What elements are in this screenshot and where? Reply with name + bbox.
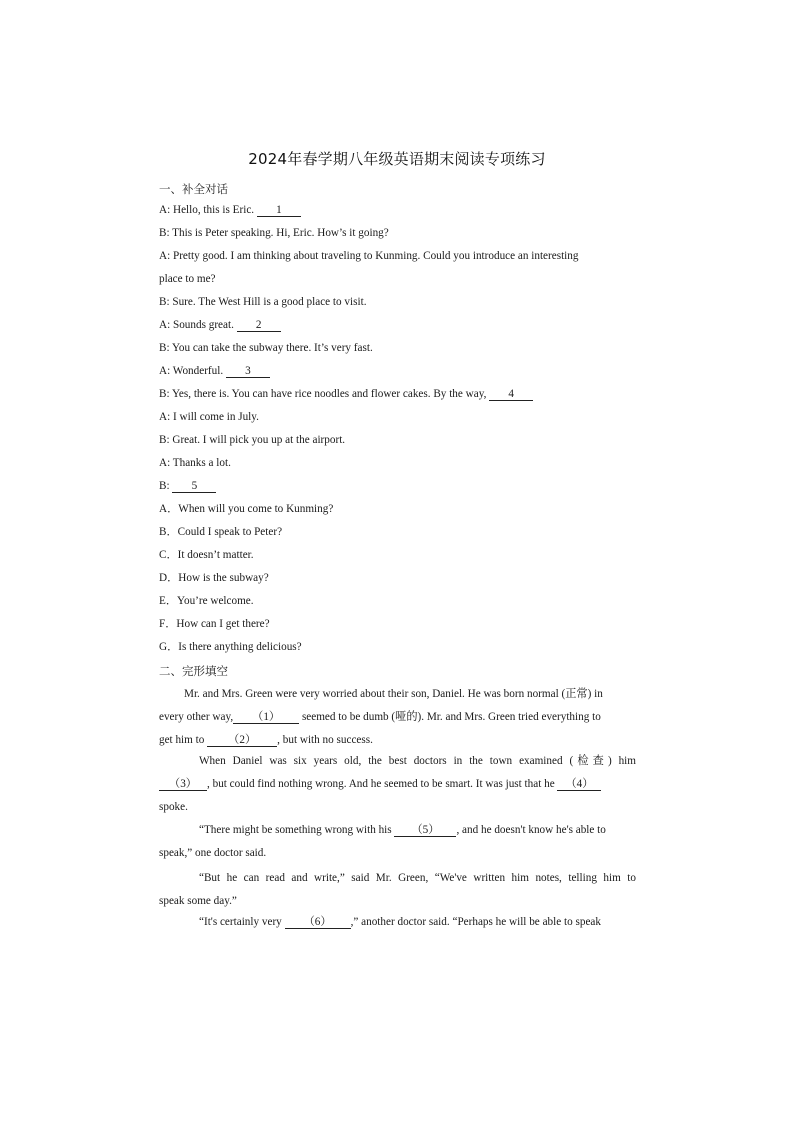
dialogue-line: B: Sure. The West Hill is a good place to visit.	[159, 296, 367, 308]
option-a: A．When will you come to Kunming?	[159, 503, 334, 515]
option-f: F．How can I get there?	[159, 618, 270, 630]
passage-line: speak,” one doctor said.	[159, 847, 267, 859]
passage-line: “There might be something wrong with his （5） , and he doesn't know he's able to	[199, 824, 606, 836]
cloze-blank-3: （3）	[159, 778, 207, 791]
option-g: G．Is there anything delicious?	[159, 641, 302, 653]
dialogue-line: A: Hello, this is Eric. 1	[159, 203, 301, 217]
dialogue-line: A: Sounds great. 2	[159, 318, 281, 332]
section-heading-dialogue: 一、补全对话	[159, 182, 228, 196]
dialogue-line: A: Wonderful. 3	[159, 364, 270, 378]
answer-blank-2: 2	[237, 319, 281, 332]
dialogue-line: A: Pretty good. I am thinking about traveling to Kunming. Could you introduce an interesting	[159, 250, 579, 262]
dialogue-line: A: Thanks a lot.	[159, 457, 231, 469]
answer-blank-5: 5	[172, 480, 216, 493]
passage-line: Mr. and Mrs. Green were very worried about their son, Daniel. He was born normal (正常) in	[184, 688, 603, 700]
passage-line: “It's certainly very （6） ,” another doctor said. “Perhaps he will be able to speak	[199, 916, 601, 928]
answer-blank-3: 3	[226, 365, 270, 378]
option-e: E．You’re welcome.	[159, 595, 254, 607]
cloze-blank-6: （6）	[285, 916, 351, 929]
cloze-blank-2: （2）	[207, 734, 277, 747]
option-d: D．How is the subway?	[159, 572, 269, 584]
page-title: 2024年春学期八年级英语期末阅读专项练习	[248, 150, 546, 168]
dialogue-line: B: You can take the subway there. It’s very fast.	[159, 342, 373, 354]
answer-blank-4: 4	[489, 388, 533, 401]
section-heading-cloze: 二、完形填空	[159, 664, 228, 678]
passage-line: spoke.	[159, 801, 188, 813]
cloze-blank-5: （5）	[394, 824, 456, 837]
dialogue-line: A: I will come in July.	[159, 411, 259, 423]
dialogue-line: B: 5	[159, 479, 216, 493]
dialogue-line: B: This is Peter speaking. Hi, Eric. How’s it going?	[159, 227, 389, 239]
dialogue-line: B: Great. I will pick you up at the airport.	[159, 434, 346, 446]
option-c: C．It doesn’t matter.	[159, 549, 254, 561]
passage-line: （3） , but could find nothing wrong. And he seemed to be smart. It was just that he （4）	[159, 777, 601, 791]
cloze-blank-4: （4）	[557, 778, 601, 791]
passage-line: get him to （2） , but with no success.	[159, 734, 373, 746]
dialogue-line: place to me?	[159, 273, 216, 285]
passage-line: “But he can read and write,” said Mr. Green, “We've written him notes, telling him to	[199, 872, 636, 884]
cloze-blank-1: （1）	[233, 711, 299, 724]
option-b: B．Could I speak to Peter?	[159, 526, 283, 538]
dialogue-line: B: Yes, there is. You can have rice noodles and flower cakes. By the way, 4	[159, 387, 533, 401]
passage-line: When Daniel was six years old, the best doctors in the town examined (检查) him	[199, 755, 636, 767]
passage-line: speak some day.”	[159, 895, 237, 907]
passage-line: every other way, （1） seemed to be dumb (哑的). Mr. and Mrs. Green tried everything to	[159, 711, 601, 723]
answer-blank-1: 1	[257, 204, 301, 217]
